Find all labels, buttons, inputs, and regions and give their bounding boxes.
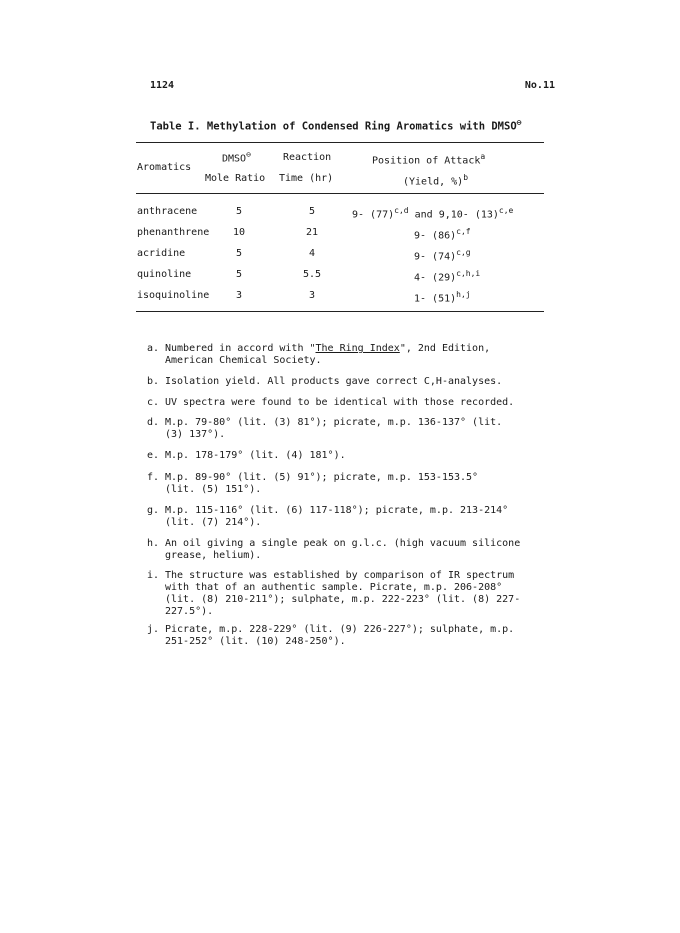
row-ratio: 5 (236, 206, 243, 217)
col-header-position-text: Position of Attack (372, 155, 481, 167)
col-header-mole-ratio: Mole Ratio (205, 173, 266, 184)
col-header-dmso-sup: ⊖ (246, 150, 251, 159)
footnote-text: (lit. (5) 151°). (165, 484, 262, 495)
footnote-h (147, 538, 520, 562)
row-position (414, 248, 471, 262)
row-position-a: 9- (77) (352, 209, 395, 221)
row-time: 4 (309, 248, 316, 259)
footnote-text: UV spectra were found to be identical with those recorded. (165, 397, 515, 408)
footnote-g (147, 505, 508, 529)
table-caption (150, 118, 521, 133)
footnote-text: (lit. (8) 210-211°); sulphate, m.p. 222-223° (lit. (8) 227- (165, 594, 521, 605)
footnote-b (147, 376, 502, 388)
col-header-yield-text: (Yield, %) (403, 176, 464, 188)
row-time: 5 (309, 206, 316, 217)
col-header-yield (403, 173, 468, 187)
row-ratio: 5 (236, 248, 243, 259)
row-position-a-sup: c,g (456, 248, 471, 257)
row-position-a-sup: h,j (456, 290, 471, 299)
row-position-a: 9- (86) (414, 230, 457, 242)
row-aromatic: quinoline (137, 269, 192, 280)
footnote-text: 251-252° (lit. (10) 248-250°). (165, 636, 346, 647)
footnote-letter: d. (147, 417, 160, 428)
col-header-reaction: Reaction (283, 152, 332, 163)
footnote-text: (lit. (7) 214°). (165, 517, 262, 528)
row-position-a-sup: c,f (456, 227, 471, 236)
footnote-letter: b. (147, 376, 160, 387)
col-header-position (372, 152, 485, 166)
journal-issue-number: No.11 (524, 80, 555, 91)
footnote-text: grease, helium). (165, 550, 262, 561)
table-caption-sup: ⊖ (516, 118, 522, 127)
footnote-text: M.p. 89-90° (lit. (5) 91°); picrate, m.p. 153-153.5° (165, 472, 479, 483)
table-header-rule (136, 193, 544, 194)
footnote-letter: j. (147, 624, 160, 635)
row-ratio: 3 (236, 290, 243, 301)
row-position (352, 206, 513, 220)
row-position-a-sup: c,d (394, 206, 409, 215)
footnote-text: with that of an authentic sample. Picrate, m.p. 206-208° (165, 582, 503, 593)
row-time: 3 (309, 290, 316, 301)
col-header-position-sup: a (480, 152, 486, 161)
footnote-letter: a. (147, 343, 160, 354)
row-position (414, 269, 480, 283)
row-ratio: 10 (233, 227, 246, 238)
footnote-text: M.p. 115-116° (lit. (6) 117-118°); picrate, m.p. 213-214° (165, 505, 509, 516)
row-position-a: 1- (51) (414, 293, 457, 305)
footnote-text: American Chemical Society. (165, 355, 322, 366)
col-header-time: Time (hr) (279, 173, 334, 184)
footnote-text: Picrate, m.p. 228-229° (lit. (9) 226-227°); sulphate, m.p. (165, 624, 515, 635)
col-header-aromatics: Aromatics (137, 162, 192, 173)
footnote-j (147, 624, 514, 648)
footnote-letter: e. (147, 450, 160, 461)
row-aromatic: isoquinoline (137, 290, 210, 301)
table-caption-text: Table I. Methylation of Condensed Ring Aromatics with DMSO (150, 120, 517, 133)
row-position (414, 227, 471, 241)
row-aromatic: phenanthrene (137, 227, 210, 238)
footnote-c (147, 397, 514, 409)
footnote-text: 227.5°). (165, 606, 214, 617)
footnote-text: Numbered in accord with " (165, 343, 316, 354)
footnote-title: The Ring Index (315, 343, 400, 354)
footnote-text: (3) 137°). (165, 429, 226, 440)
footnote-letter: i. (147, 570, 160, 581)
table-top-rule (136, 142, 544, 143)
footnote-text: M.p. 178-179° (lit. (4) 181°). (165, 450, 346, 461)
footnote-d (147, 417, 502, 441)
footnote-text: ", 2nd Edition, (399, 343, 491, 354)
footnote-text: Isolation yield. All products gave correct C,H-analyses. (165, 376, 503, 387)
footnote-e (147, 450, 346, 462)
footnote-letter: c. (147, 397, 160, 408)
footnote-text: An oil giving a single peak on g.l.c. (high vacuum silicone (165, 538, 521, 549)
col-header-yield-sup: b (463, 173, 469, 182)
footnote-letter: g. (147, 505, 160, 516)
row-aromatic: anthracene (137, 206, 198, 217)
footnote-text: The structure was established by comparison of IR spectrum (165, 570, 515, 581)
col-header-dmso-text: DMSO (222, 153, 247, 165)
row-position (414, 290, 471, 304)
row-position-b-sup: c,e (498, 206, 514, 215)
table-bottom-rule (136, 311, 544, 312)
row-time: 5.5 (303, 269, 322, 280)
footnote-i (147, 570, 520, 618)
footnote-a (147, 343, 490, 367)
footnote-letter: h. (147, 538, 160, 549)
col-header-dmso (222, 150, 251, 164)
row-position-a: 4- (29) (414, 272, 457, 284)
footnote-text: M.p. 79-80° (lit. (3) 81°); picrate, m.p. 136-137° (lit. (165, 417, 503, 428)
row-position-b: and 9,10- (13) (408, 209, 499, 221)
page-number: 1124 (150, 80, 175, 91)
footnote-f (147, 472, 478, 496)
footnote-letter: f. (147, 472, 160, 483)
row-aromatic: acridine (137, 248, 186, 259)
row-time: 21 (306, 227, 319, 238)
row-position-a-sup: c,h,i (456, 269, 481, 278)
row-ratio: 5 (236, 269, 243, 280)
row-position-a: 9- (74) (414, 251, 457, 263)
